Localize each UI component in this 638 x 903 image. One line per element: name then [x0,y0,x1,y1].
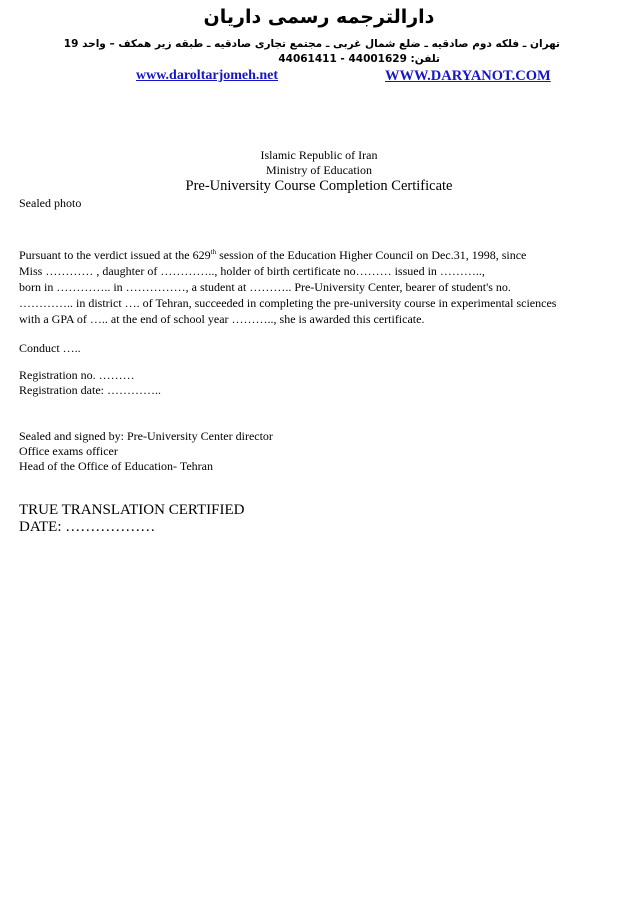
body-line-1 [19,247,526,263]
body-line-5: with a GPA of ….. at the end of school year ……….., she is awarded this certificate. [19,312,425,326]
registration-date: Registration date: ………….. [19,383,161,397]
conduct-line: Conduct ….. [19,341,81,355]
body-line-2: Miss ………… , daughter of ………….., holder of birth certificate no……… issued in ……….., [19,264,485,278]
ministry-name: Ministry of Education [266,163,372,177]
country-name: Islamic Republic of Iran [260,148,378,162]
signed-by-line: Sealed and signed by: Pre-University Center director [19,429,273,443]
body-line-1-end: session of the Education Higher Council on Dec.31, 1998, since [216,248,527,262]
website-link-daryanot[interactable]: WWW.DARYANOT.COM [385,68,551,84]
body-line-4: ………….. in district …. of Tehran, succeeded in completing the pre-university course in experimental sciences [19,296,557,310]
true-translation-certified: TRUE TRANSLATION CERTIFIED [19,502,245,518]
certification-date: DATE: ……………… [19,519,156,535]
body-line-1-start: Pursuant to the verdict issued at the 629 [19,248,211,262]
exams-officer-line: Office exams officer [19,444,118,458]
registration-number: Registration no. ……… [19,368,135,382]
certificate-title: Pre-University Course Completion Certificate [185,178,453,194]
website-link-daroltarjomeh[interactable]: www.daroltarjomeh.net [136,68,279,83]
sealed-photo-note: Sealed photo [19,196,82,210]
office-phone: تلفن: 44001629 - 44061411 [278,53,440,65]
education-office-head-line: Head of the Office of Education- Tehran [19,459,213,473]
office-address: تهران ـ فلکه دوم صادقیه ـ ضلع شمال غربی ـ مجتمع تجاری صادقیه ـ طبقه زیر همکف – واحد 19 [63,38,560,50]
body-line-3: born in ………….. in ……………, a student at ……….. Pre-University Center, bearer of student's no. [19,280,511,294]
translation-office-title: دارالترجمه رسمی داریان [203,6,435,28]
ordinal-suffix: th [210,248,217,256]
